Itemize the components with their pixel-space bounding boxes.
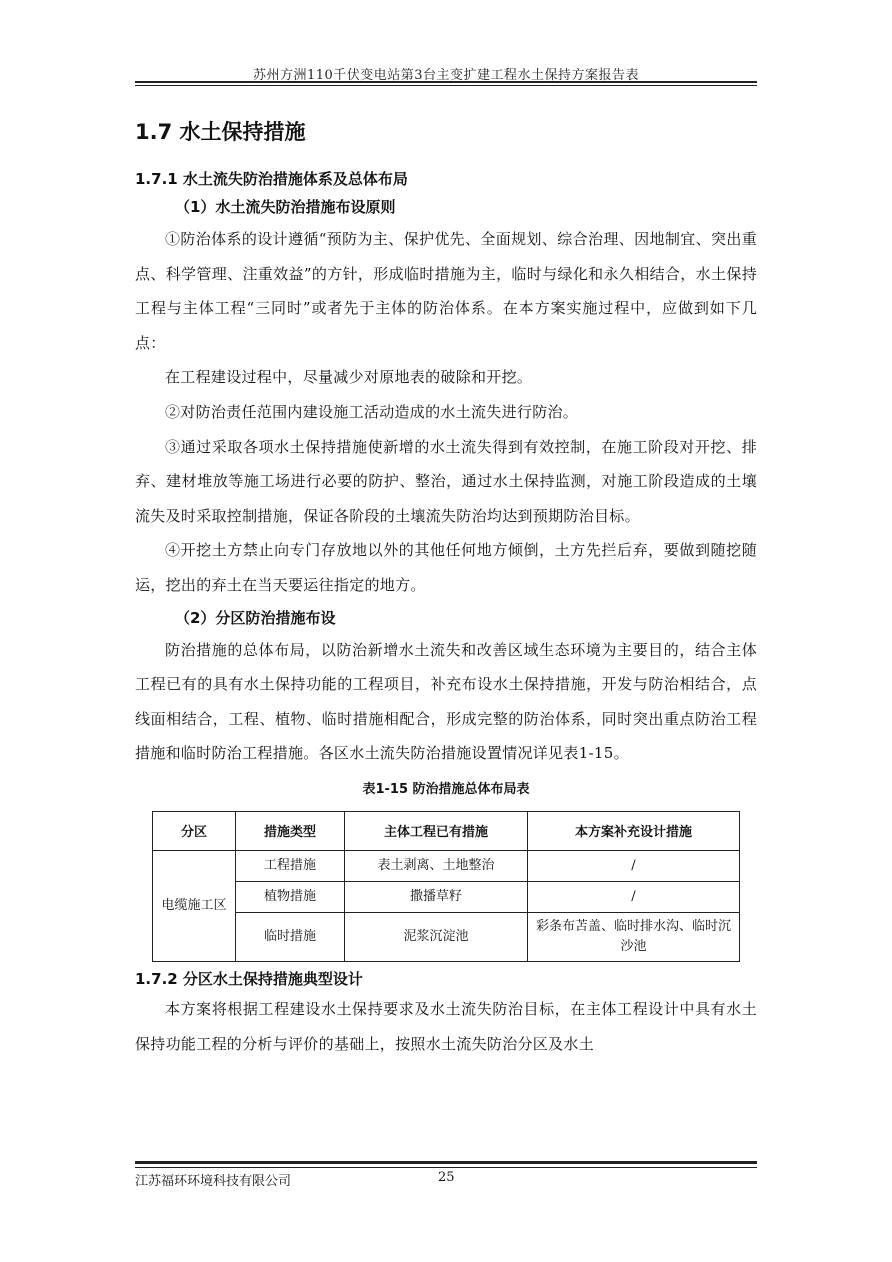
- paragraph: 本方案将根据工程建设水土保持要求及水土流失防治目标，在主体工程设计中具有水土保持功能工程的分析与评价的基础上，按照水土流失防治分区及水土: [135, 999, 757, 1053]
- table-header-cell: 分区: [153, 811, 236, 850]
- table-cell-supplement: /: [528, 881, 740, 912]
- paragraph: ③通过采取各项水土保持措施使新增的水土流失得到有效控制，在施工阶段对开挖、排弃、建材堆放等施工场进行必要的防护、整治，通过水土保持监测，对施工阶段造成的土壤流失及时采取控制措施，保证各阶段的土壤流失防治均达到预期防治目标。: [135, 437, 757, 525]
- table-header-row: [153, 811, 740, 850]
- subsection-title-1-7-1: 1.7.1 水土流失防治措施体系及总体布局: [135, 170, 408, 188]
- section-title: 1.7 水土保持措施: [135, 120, 306, 144]
- table-row: [153, 850, 740, 881]
- table-cell-type: 工程措施: [236, 850, 345, 881]
- part-title-principles: （1）水土流失防治措施布设原则: [175, 198, 396, 216]
- table-header-cell: 措施类型: [236, 811, 345, 850]
- page-header-title: 苏州方洲110千伏变电站第3台主变扩建工程水土保持方案报告表: [252, 68, 640, 83]
- footer-rule-thin: [135, 1167, 757, 1168]
- paragraph: ④开挖土方禁止向专门存放地以外的其他任何地方倾倒，土方先拦后弃，要做到随挖随运，挖出的弃土在当天要运往指定的地方。: [135, 541, 757, 594]
- table-cell-existing: 表土剥离、土地整治: [345, 850, 528, 881]
- table-row: [153, 881, 740, 912]
- header-rule-thin: [135, 85, 757, 86]
- page-number: 25: [438, 1170, 455, 1185]
- table-caption: 表1-15 防治措施总体布局表: [362, 781, 530, 797]
- table-cell-zone: 电缆施工区: [153, 850, 236, 961]
- table-row: [153, 912, 740, 961]
- footer-company: 江苏福环环境科技有限公司: [135, 1174, 292, 1189]
- subsection-title-1-7-2: 1.7.2 分区水土保持措施典型设计: [135, 969, 363, 988]
- paragraph: 防治措施的总体布局，以防治新增水土流失和改善区域生态环境为主要目的，结合主体工程已有的具有水土保持功能的工程项目，补充布设水土保持措施，开发与防治相结合，点线面相结合，工程、植物、临时措施相配合，形成完整的防治体系，同时突出重点防治工程措施和临时防治工程措施。各区水土流失防治措施设置情况详见表1-15。: [135, 640, 757, 763]
- table-cell-existing: 撒播草籽: [345, 881, 528, 912]
- header-rule-thick: [135, 81, 757, 83]
- table-cell-supplement: /: [528, 850, 740, 881]
- page-content: [135, 112, 757, 1061]
- table-cell-type: 临时措施: [236, 912, 345, 961]
- footer-rule-thick: [135, 1161, 757, 1164]
- table-cell-supplement: 彩条布苫盖、临时排水沟、临时沉沙池: [528, 912, 740, 961]
- table-cell-type: 植物措施: [236, 881, 345, 912]
- table-header-cell: 主体工程已有措施: [345, 811, 528, 850]
- table-header-cell: 本方案补充设计措施: [528, 811, 740, 850]
- table-cell-existing: 泥浆沉淀池: [345, 912, 528, 961]
- paragraph: 在工程建设过程中，尽量减少对原地表的破除和开挖。: [165, 368, 533, 387]
- part-title-zoning: （2）分区防治措施布设: [175, 608, 336, 627]
- measures-layout-table: [152, 811, 740, 962]
- paragraph: ②对防治责任范围内建设施工活动造成的水土流失进行防治。: [165, 402, 579, 421]
- paragraph: ①防治体系的设计遵循“预防为主、保护优先、全面规划、综合治理、因地制宜、突出重点、科学管理、注重效益”的方针，形成临时措施为主，临时与绿化和永久相结合，水土保持工程与主体工程“三同时”或者先于主体的防治体系。在本方案实施过程中，应做到如下几点：: [135, 230, 757, 352]
